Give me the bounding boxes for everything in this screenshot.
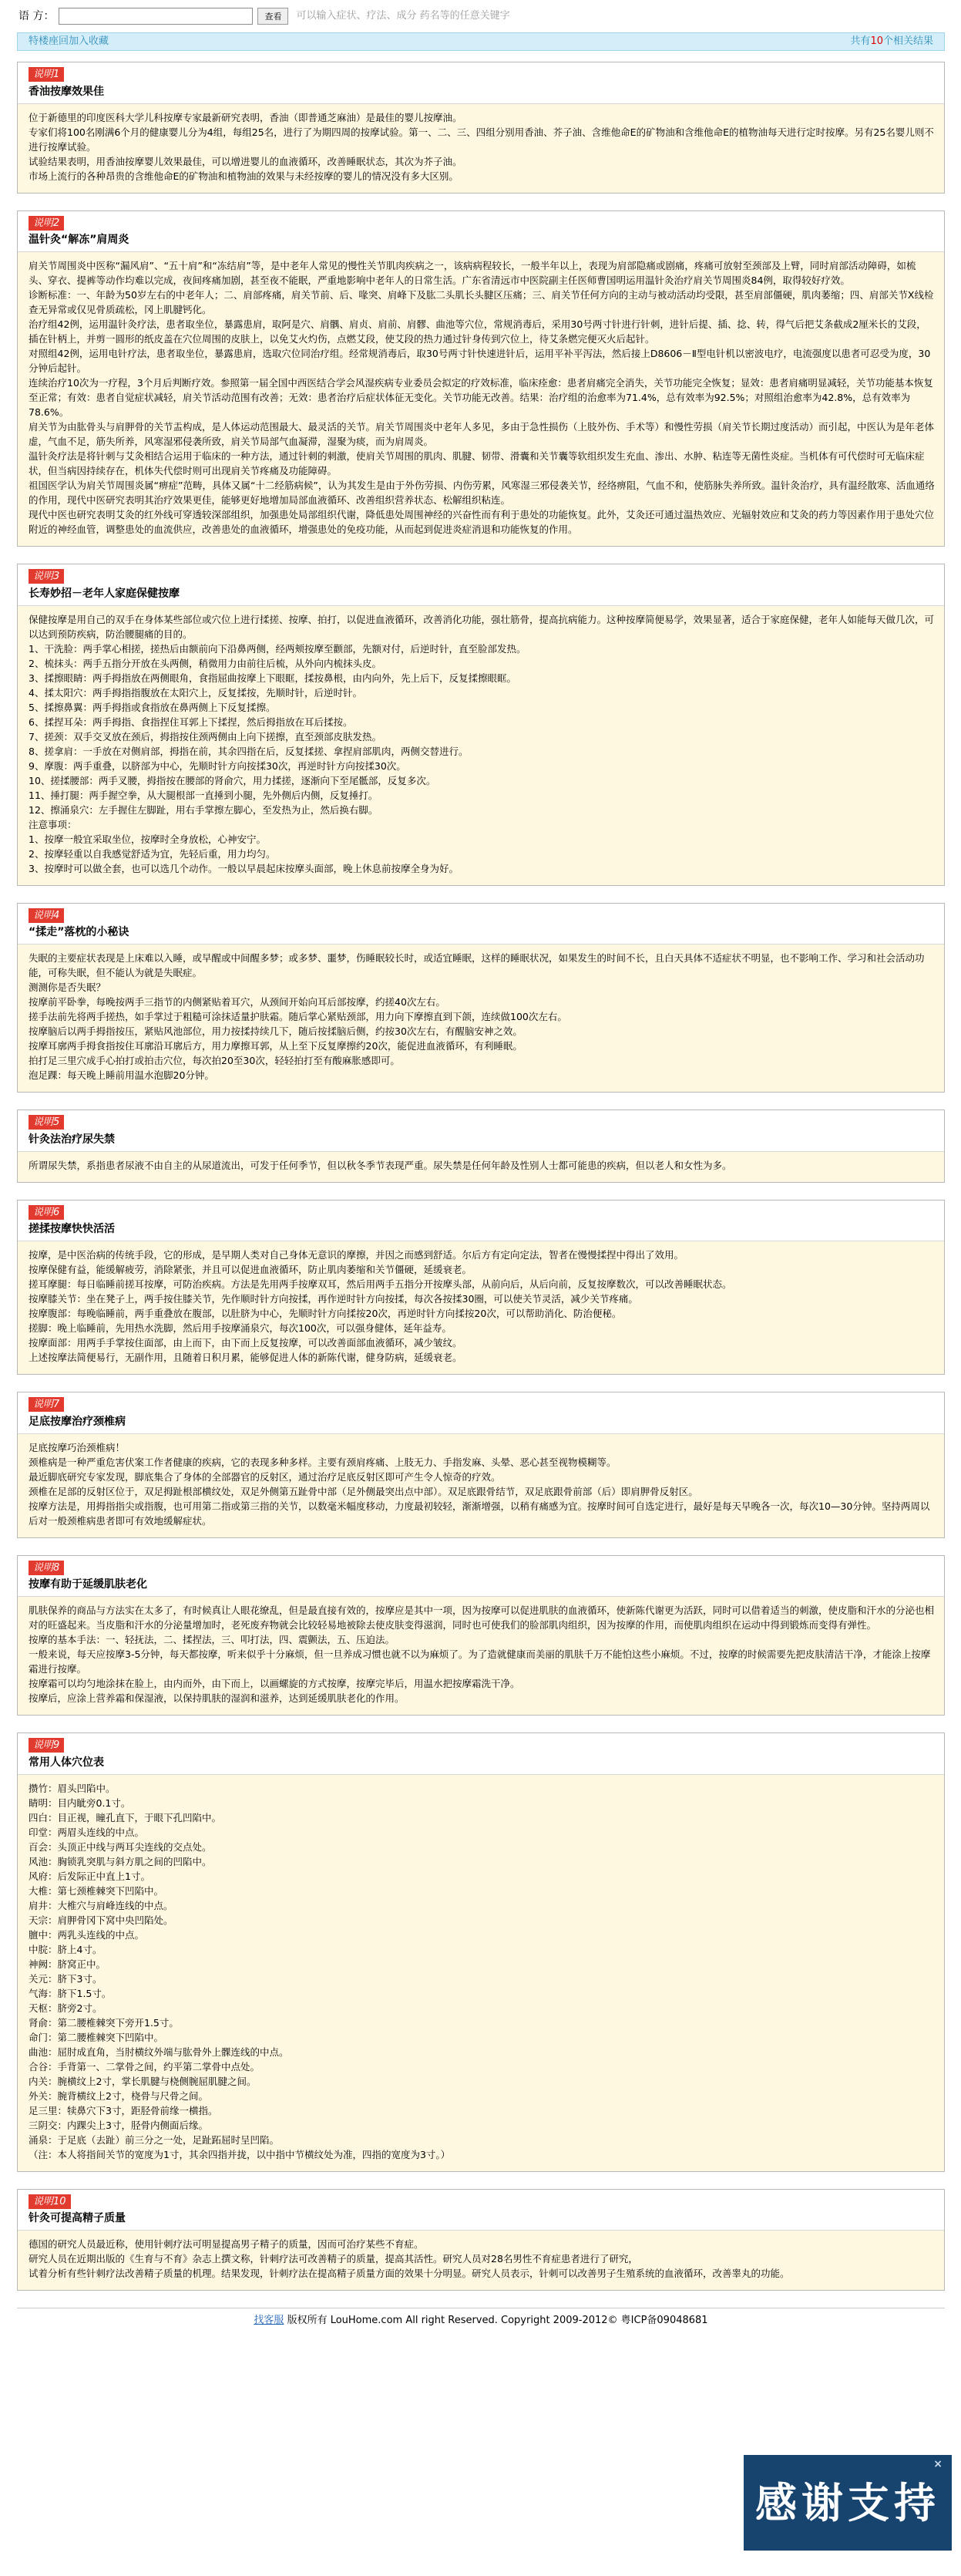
section-paragraph: 命门：第二腰椎棘突下凹陷中。 xyxy=(29,2031,164,2043)
section-paragraph: 失眠的主要症状表现是上床难以入睡，或早醒或中间醒多梦；或多梦、噩梦，伤睡眠较长时，或适宜睡眠，这样的睡眠状况，如果发生的时间不长，且白天具体不适症状不明显，也不影响工作、学习和社会活动功能，可称失眠，但不能认为就是失眠症。 xyxy=(29,952,925,978)
result-count: 共有10个相关结果 xyxy=(850,35,933,48)
section-paragraph: 试着分析有些针刺疗法改善精子质量的机理。结果发现，针刺疗法在提高精子质量方面的效果十分明显。研究人员表示，针刺可以改善男子生殖系统的血液循环，改善睾丸的功能。 xyxy=(29,2268,790,2279)
section-paragraph: 天枢：脐旁2寸。 xyxy=(29,2002,102,2014)
section-paragraph: 11、捶打腿：两手握空拳，从大腿根部一直捶到小腿，先外侧后内侧，反复捶打。 xyxy=(29,789,378,801)
section-paragraph: 睛明：目内眦旁0.1寸。 xyxy=(29,1796,131,1809)
section-paragraph: 涌泉：于足底（去趾）前三分之一处，足趾跖屈时呈凹陷。 xyxy=(29,2133,280,2146)
section-title: 按摩有助于延缓肌肤老化 xyxy=(29,1578,147,1591)
section-body xyxy=(18,1774,944,2171)
section-paragraph: 德国的研究人员最近称，使用针刺疗法可明显提高男子精子的质量，因而可治疗某些不育症。 xyxy=(29,2238,424,2250)
section-tag: 说明3 xyxy=(29,569,64,584)
section-paragraph: 现代中医也研究表明艾灸的红外线可穿透较深部组织，加强患处局部组织代谢，降低患处周围神经的兴奋性而有利于患处的功能恢复。此外，艾灸还可通过温热效应、光辐射效应和艾灸的药力等因素作用于患处穴位附近的神经血管，调整患处的血流供应，改善患处的血液循环，增强患处的免疫功能，从而起到促进炎症消退和功能恢复的作用。 xyxy=(29,509,935,535)
footer xyxy=(17,2308,945,2331)
section-paragraph: 8、搓拿肩：一手放在对侧肩部，拇指在前，其余四指在后，反复揉搓、拿捏肩部肌肉，两侧交替进行。 xyxy=(29,745,469,757)
section-tag: 说明2 xyxy=(29,216,64,231)
section-paragraph: 4、揉太阳穴：两手拇指指腹放在太阳穴上，反复揉按，先顺时针，后逆时针。 xyxy=(29,686,362,699)
section-paragraph: 2、梳抹头：两手五指分开放在头两侧，稍微用力由前往后梳，从外向内梳抹头皮。 xyxy=(29,657,381,669)
section-paragraph: 内关：腕横纹上2寸，掌长肌腱与桡侧腕屈肌腱之间。 xyxy=(29,2075,257,2087)
section-tag: 说明9 xyxy=(29,1738,64,1753)
section-paragraph: 祖国医学认为肩关节周围炎属“痹症”范畴，具体又属“十二经筋病候”，认为其发生是由于外伤劳损、内伤劳累，风寒湿三邪侵袭关节，经络痹阻，气血不和，使筋脉失养所致。温针灸治疗，具有温经散寒、活血通络的作用，现代中医研究表明其治疗效果更佳，能够更好地增加局部血液循环、改善组织营养状态、松解组织粘连。 xyxy=(29,480,935,506)
section-paragraph: 上述按摩法简便易行，无副作用，且随着日积月累，能够促进人体的新陈代谢，健身防病，延缓衰老。 xyxy=(29,1352,462,1363)
result-section xyxy=(17,1200,945,1376)
section-paragraph: 3、按摩时可以做全套，也可以选几个动作。一般以早晨起床按摩头面部，晚上休息前按摩全身为好。 xyxy=(29,862,459,874)
footer-link[interactable]: 找客服 xyxy=(254,2315,284,2326)
section-title: 温针灸“解冻”肩周炎 xyxy=(29,234,129,246)
section-paragraph: 1、按摩一般宜采取坐位，按摩时全身放松，心神安宁。 xyxy=(29,833,266,845)
section-paragraph: 诊断标准：一、年龄为50岁左右的中老年人；二、肩部疼痛，肩关节前、后、喙突、肩峰下及肱二头肌长头腱区压痛；三、肩关节任何方向的主动与被动活动均受限，甚至肩部僵硬，肌肉萎缩；四、肩部关节X线检查无异常或仅见骨质疏松，冈上肌腱钙化。 xyxy=(29,289,934,315)
section-paragraph: 三阴交：内踝尖上3寸，胫骨内侧面后缘。 xyxy=(29,2119,208,2131)
section-paragraph: 气海：脐下1.5寸。 xyxy=(29,1987,112,1999)
section-paragraph: 9、摩腹：两手重叠，以脐部为中心，先顺时针方向按揉30次，再逆时针方向按揉30次。 xyxy=(29,759,406,772)
section-title: 针灸可提高精子质量 xyxy=(29,2212,126,2224)
search-button[interactable]: 查看 xyxy=(257,8,288,25)
section-paragraph: 中脘：脐上4寸。 xyxy=(29,1943,102,1955)
section-paragraph: 外关：腕背横纹上2寸，桡骨与尺骨之间。 xyxy=(29,2089,208,2102)
section-paragraph: 连续治疗10次为一疗程，3个月后判断疗效。参照第一届全国中西医结合学会风湿疾病专业委员会拟定的疗效标准，临床痊愈：患者肩痛完全消失，关节功能完全恢复；显效：患者肩痛明显减轻，关节功能基本恢复至正常；有效：患者自觉症状减轻，肩关节活动范围有改善；无效：患者治疗后症状体征无变化。关节功能无改善。结果：治疗组的治愈率为71.4%，总有效率为92.5%；对照组治愈率为42.8%，总有效率为78.6%。 xyxy=(29,377,933,418)
section-paragraph: 注意事项： xyxy=(29,818,77,830)
section-body xyxy=(18,103,944,193)
section-paragraph: 曲池：屈肘成直角，当肘横纹外端与肱骨外上髁连线的中点。 xyxy=(29,2046,289,2058)
section-paragraph: 搓脚：晚上临睡前，先用热水洗脚，然后用手按摩涌泉穴，每次100次，可以强身健体，延年益寿。 xyxy=(29,1322,452,1334)
section-paragraph: 肩关节为由肱骨头与肩胛骨的关节盂构成，是人体运动范围最大、最灵活的关节。肩关节周围炎中老年人多见，多由于急性损伤（上肢外伤、手术等）和慢性劳损（肩关节长期过度活动）而引起，中医认为是年老体虚，气血不足，筋失所养，风寒湿邪侵袭所致，肩关节局部气血凝滞，湿聚为痰，而为肩周炎。 xyxy=(29,421,935,447)
section-paragraph: 肌肤保养的商品与方法实在太多了，有时候真让人眼花缭乱，但是最直接有效的，按摩应是其中一项，因为按摩可以促进肌肤的血液循环，使新陈代谢更为活跃，同时可以借着适当的刺激，使皮脂和汗水的分泌也相对的旺盛起来。当皮脂和汗水的分泌量增加时，老死废弃物就会比较轻易地被除去使皮肤变得滋润，同时也可使我们的脸部肌肉组织，因为按摩的作用，而使肌肉组织在运动中得到锻炼而变得有弹性。 xyxy=(29,1605,935,1631)
section-paragraph: 按摩耳廓两手拇食指按住耳廓沿耳廓后方，用力摩擦耳郭，从上至下反复摩擦约20次，能促进血液循环，有利睡眠。 xyxy=(29,1040,523,1052)
footer-copyright: 版权所有 LouHome.com All right Reserved. Copyright 2009-2012© 粤ICP备09048681 xyxy=(287,2315,708,2326)
section-body xyxy=(18,251,944,546)
search-bar xyxy=(17,0,945,2291)
result-section xyxy=(17,1110,945,1183)
section-paragraph: 专家们将100名刚满6个月的健康婴儿分为4组，每组25名，进行了为期四周的按摩试验。第一、二、三、四组分别用香油、芥子油、含维他命E的矿物油和含维他命E的植物油每天进行定时按摩。另有25名婴儿则不进行按摩试验。 xyxy=(29,126,934,153)
section-title: “揉走”落枕的小秘诀 xyxy=(29,926,129,938)
result-section xyxy=(17,2189,945,2291)
section-paragraph: 印堂：两眉头连线的中点。 xyxy=(29,1826,145,1838)
section-paragraph: 测测你是否失眠？ xyxy=(29,982,106,993)
section-paragraph: 12、擦涌泉穴：左手握住左脚趾，用右手掌擦左脚心，至发热为止，然后换右脚。 xyxy=(29,803,378,816)
section-paragraph: 肾俞：第二腰椎棘突下旁开1.5寸。 xyxy=(29,2016,179,2029)
section-paragraph: 位于新德里的印度医科大学儿科按摩专家最新研究表明，香油（即普通芝麻油）是最佳的婴儿按摩油。 xyxy=(29,111,462,123)
section-paragraph: 风府：后发际正中直上1寸。 xyxy=(29,1870,150,1882)
section-paragraph: （注：本人将指间关节的宽度为1寸，其余四指并拢，以中指中节横纹处为准，四指的宽度为3寸。） xyxy=(29,2148,451,2160)
section-paragraph: 神阙：脐窝正中。 xyxy=(29,1958,106,1970)
bookmark-link[interactable]: 特楼座回加入收藏 xyxy=(29,35,109,48)
section-body xyxy=(18,1151,944,1182)
section-paragraph: 关元：脐下3寸。 xyxy=(29,1972,102,1985)
section-paragraph: 3、揉擦眼睛：两手拇指放在两侧眼角，食指屈曲按摩上下眼眶，揉按鼻根，由内向外，先上后下，反复揉擦眼眶。 xyxy=(29,672,516,684)
section-paragraph: 最近脚底研究专家发现，脚底集合了身体的全部器官的反射区，通过治疗足底反射区即可产生令人惊奇的疗效。 xyxy=(29,1470,501,1483)
badge-text: 感谢支持 xyxy=(755,2478,940,2527)
section-paragraph: 按摩腹部：每晚临睡前，两手重叠放在腹部，以肚脐为中心，先顺时针方向揉按20次，再逆时针方向揉按20次，可以帮助消化、防治便秘。 xyxy=(29,1308,622,1319)
result-section xyxy=(17,210,945,547)
section-paragraph: 合谷：手背第一、二掌骨之间，约平第二掌骨中点处。 xyxy=(29,2060,260,2073)
section-paragraph: 一般来说，每天应按摩3-5分钟，每天都按摩，听来似乎十分麻烦，但一旦养成习惯也就不以为麻烦了。为了造就健康而美丽的肌肤千万不能怕这些小麻烦。不过，按摩的时候需要先把皮肤清洁干净，才能涂上按摩霜进行按摩。 xyxy=(29,1648,931,1675)
section-body xyxy=(18,1596,944,1715)
section-paragraph: 按摩的基本手法：一、轻抚法，二、揉捏法，三、叩打法，四、震颤法，五、压迫法。 xyxy=(29,1634,395,1645)
section-paragraph: 温针灸疗法是将针刺与艾灸相结合运用于临床的一种方法，通过针刺的刺激，使肩关节周围的肌肉、肌腱、韧带、滑囊和关节囊等软组织发生充血、渗出、水肿、粘连等无菌性炎症。当机体有可代偿时可无临床症状，但当病因持续存在，机体失代偿时则可出现肩关节疼痛及功能障碍。 xyxy=(29,450,925,476)
section-paragraph: 对照组42例，运用电针疗法，患者取坐位，暴露患肩，选取穴位同治疗组。经常规消毒后，取30号两寸针快速进针后，运用平补平泻法，然后接上D8606－Ⅱ型电针机以密波电疗，电流强度以患者可忍受为度，30分钟后起针。 xyxy=(29,348,931,374)
section-paragraph: 5、揉擦鼻翼：两手拇指或食指放在鼻两侧上下反复揉擦。 xyxy=(29,701,276,713)
section-paragraph: 足三里：犊鼻穴下3寸，距胫骨前缘一横指。 xyxy=(29,2104,218,2116)
section-paragraph: 百会：头顶正中线与两耳尖连线的交点处。 xyxy=(29,1840,212,1853)
section-paragraph: 颈椎在足部的反射区位于，双足拇趾根部横纹处，双足外侧第五趾骨中部（足外侧最突出点中部）。双足底跟骨结节，双足底跟骨前部（后）即肩胛骨反射区。 xyxy=(29,1485,698,1497)
result-section xyxy=(17,1555,945,1716)
section-paragraph: 按摩方法是，用拇指指尖或指腹，也可用第二指或第三指的关节，以数毫米幅度移动，力度最初较轻，渐渐增强，以稍有痛感为宜。按摩时间可自选定进行，最好是每天早晚各一次，每次10—30分钟。坚持两周以后对一般颈椎病患者即可有效地缓解症状。 xyxy=(29,1500,930,1527)
section-paragraph: 搓耳摩腿：每日临睡前搓耳按摩，可防治疾病。方法是先用两手按摩双耳，然后用两手五指分开按摩头部，从前向后，从后向前，反复按摩数次，可以改善睡眠状态。 xyxy=(29,1278,732,1290)
section-paragraph: 市场上流行的各种昂贵的含维他命E的矿物油和植物油的效果与未经按摩的婴儿的情况没有多大区别。 xyxy=(29,170,459,182)
section-body xyxy=(18,1433,944,1537)
section-paragraph: 天宗：肩胛骨冈下窝中央凹陷处。 xyxy=(29,1914,173,1926)
section-title: 针灸法治疗尿失禁 xyxy=(29,1133,115,1146)
results-bar xyxy=(17,32,945,51)
section-paragraph: 所谓尿失禁，系指患者尿液不由自主的从尿道流出，可发于任何季节，但以秋冬季节表现严重。尿失禁是任何年龄及性别人士都可能患的疾病，但以老人和女性为多。 xyxy=(29,1159,732,1171)
section-tag: 说明4 xyxy=(29,908,64,923)
section-paragraph: 大椎：第七颈椎棘突下凹陷中。 xyxy=(29,1884,164,1897)
section-paragraph: 1、干洗脸：两手掌心相搓，搓热后由额前向下沿鼻两侧，经两颊按摩至颧部，先额对付，后逆时针，直至脸部发热。 xyxy=(29,642,526,655)
section-title: 长寿妙招－老年人家庭保健按摩 xyxy=(29,587,180,600)
close-icon[interactable]: × xyxy=(933,2458,947,2470)
section-body xyxy=(18,2230,944,2290)
section-paragraph: 按摩前平卧拳，每晚按两手三指节的内侧紧贴着耳穴，从颈间开始向耳后部按摩，约搓40次左右。 xyxy=(29,996,445,1008)
section-tag: 说明10 xyxy=(29,2194,71,2209)
section-body xyxy=(18,1241,944,1374)
section-paragraph: 研究人员在近期出版的《生育与不育》杂志上撰文称，针刺疗法可改善精子的质量，提高其活性。研究人员对28名男性不育症患者进行了研究， xyxy=(29,2253,638,2265)
search-input[interactable] xyxy=(59,8,253,25)
result-section xyxy=(17,62,945,194)
section-paragraph: 按摩霜可以均匀地涂抹在脸上，由内而外，由下而上，以画螺旋的方式按摩，按摩完毕后，用温水把按摩霜洗干净。 xyxy=(29,1678,520,1689)
section-paragraph: 7、搓颈：双手交叉放在颈后，拇指按住颈两侧由上向下搓擦，直至颈部皮肤发热。 xyxy=(29,730,381,742)
section-paragraph: 治疗组42例，运用温针灸疗法，患者取坐位，暴露患肩，取阿是穴、肩髃、肩贞、肩前、肩髎、曲池等穴位，常规消毒后，采用30号两寸针进行针刺，进针后提、插、捻、转，得气后把艾条截成2厘米长的艾段，插在针柄上，并剪一圆形的纸皮盖在穴位周围的皮肤上，以免艾火灼伤，点燃艾段，使艾段的热力通过针身传到穴位上，待艾条燃完便灭火后起针。 xyxy=(29,318,926,345)
section-paragraph: 2、按摩轻重以自我感觉舒适为宜，先轻后重，用力均匀。 xyxy=(29,847,276,860)
section-paragraph: 按摩保健有益，能缓解疲劳，消除紧张，并且可以促进血液循环，防止肌肉萎缩和关节僵硬，延缓衰老。 xyxy=(29,1264,472,1275)
search-hint: 可以输入症状、疗法、成分 药名等的任意关键字 xyxy=(296,10,510,22)
section-tag: 说明5 xyxy=(29,1115,64,1130)
section-paragraph: 按摩膝关节：坐在凳子上，两手按住膝关节，先作顺时针方向按揉，再作逆时针方向按揉，每次各按揉30圈，可以使关节灵活，减少关节疼痛。 xyxy=(29,1293,638,1305)
section-paragraph: 6、揉捏耳朵：两手拇指、食指捏住耳郭上下揉捏，然后拇指放在耳后揉按。 xyxy=(29,716,353,728)
section-title: 香油按摩效果佳 xyxy=(29,85,104,98)
section-title: 搓揉按摩快快活活 xyxy=(29,1223,115,1235)
result-section xyxy=(17,903,945,1093)
section-paragraph: 风池：胸锁乳突肌与斜方肌之间的凹陷中。 xyxy=(29,1855,212,1867)
section-paragraph: 搓手法前先将两手搓热，如手掌过于粗糙可涂抹适量护肤霜。随后掌心紧贴颈部，用力向下摩擦直到下颌，连续做100次左右。 xyxy=(29,1011,567,1022)
section-paragraph: 10、搓揉腰部：两手叉腰，拇指按在腰部的肾俞穴，用力揉搓，逐渐向下至尾骶部，反复多次。 xyxy=(29,774,436,786)
section-paragraph: 颈椎病是一种严重危害伏案工作者健康的疾病，它的表现多种多样。主要有颈肩疼痛、上肢无力、手指发麻、头晕、恶心甚至视物模糊等。 xyxy=(29,1456,617,1468)
section-title: 常用人体穴位表 xyxy=(29,1756,104,1769)
support-badge[interactable] xyxy=(744,2455,952,2551)
section-paragraph: 泡足踝：每天晚上睡前用温水泡脚20分钟。 xyxy=(29,1069,214,1081)
results-list xyxy=(17,62,945,2291)
section-tag: 说明8 xyxy=(29,1561,64,1575)
section-paragraph: 按摩，是中医治病的传统手段，它的形成，是早期人类对自己身体无意识的摩擦，并因之而感到舒适。尔后方有定向定法，智者在慢慢揉捏中得出了效用。 xyxy=(29,1249,684,1261)
section-body xyxy=(18,605,944,885)
section-paragraph: 拍打足三里穴成手心拍打或拍击穴位，每次拍20至30次，轻轻拍打至有酸麻胀感即可。 xyxy=(29,1055,400,1066)
section-tag: 说明6 xyxy=(29,1205,64,1220)
result-section xyxy=(17,1732,945,2172)
section-title: 足底按摩治疗颈椎病 xyxy=(29,1415,126,1428)
result-section xyxy=(17,564,945,886)
section-paragraph: 四白：目正视，瞳孔直下，于眼下孔凹陷中。 xyxy=(29,1811,222,1823)
section-paragraph: 按摩脑后以两手拇指按压，紧贴风池部位，用力按揉持续几下，随后按揉脑后侧，约按30次左右，有醒脑安神之效。 xyxy=(29,1025,523,1037)
section-paragraph: 按摩面部：用两手手掌按住面部，由上而下，由下而上反复按摩，可以改善面部血液循环，减少皱纹。 xyxy=(29,1337,462,1349)
section-tag: 说明1 xyxy=(29,67,64,82)
section-paragraph: 试验结果表明，用香油按摩婴儿效果最佳，可以增进婴儿的血液循环，改善睡眠状态，其次为芥子油。 xyxy=(29,155,462,167)
section-paragraph: 膻中：两乳头连线的中点。 xyxy=(29,1928,145,1941)
section-tag: 说明7 xyxy=(29,1397,64,1412)
section-paragraph: 攒竹：眉头凹陷中。 xyxy=(29,1782,116,1794)
section-paragraph: 肩井：大椎穴与肩峰连线的中点。 xyxy=(29,1899,173,1911)
section-paragraph: 足底按摩巧治颈椎病！ xyxy=(29,1441,126,1453)
section-paragraph: 保健按摩是用自己的双手在身体某些部位或穴位上进行揉搓、按摩、拍打，以促进血液循环，改善消化功能，强壮筋骨，提高抗病能力。这种按摩简便易学，效果显著，适合于家庭保健，老年人如能每天做几次，可以达到预防疾病，防治腰腿痛的目的。 xyxy=(29,613,935,640)
search-label: 语 方： xyxy=(18,9,55,22)
section-body xyxy=(18,944,944,1092)
result-section xyxy=(17,1392,945,1538)
section-paragraph: 肩关节周围炎中医称“漏风肩”、“五十肩”和“冻结肩”等，是中老年人常见的慢性关节肌肉疾病之一，该病病程较长，一般半年以上，表现为肩部隐痛或剧痛，疼痛可放射至颈部及上臂，同时肩部活动障碍，如梳头、穿衣、提裤等动作均难以完成，夜间疼痛加剧，甚至夜不能眠，严重地影响中老年人的日常生活。广东省清远市中医院副主任医师曹国明运用温针灸治疗肩关节周围炎84例，取得较好疗效。 xyxy=(29,260,916,286)
section-paragraph: 按摩后，应涂上营养霜和保湿液，以保持肌肤的湿润和滋养，达到延缓肌肤老化的作用。 xyxy=(29,1692,405,1704)
